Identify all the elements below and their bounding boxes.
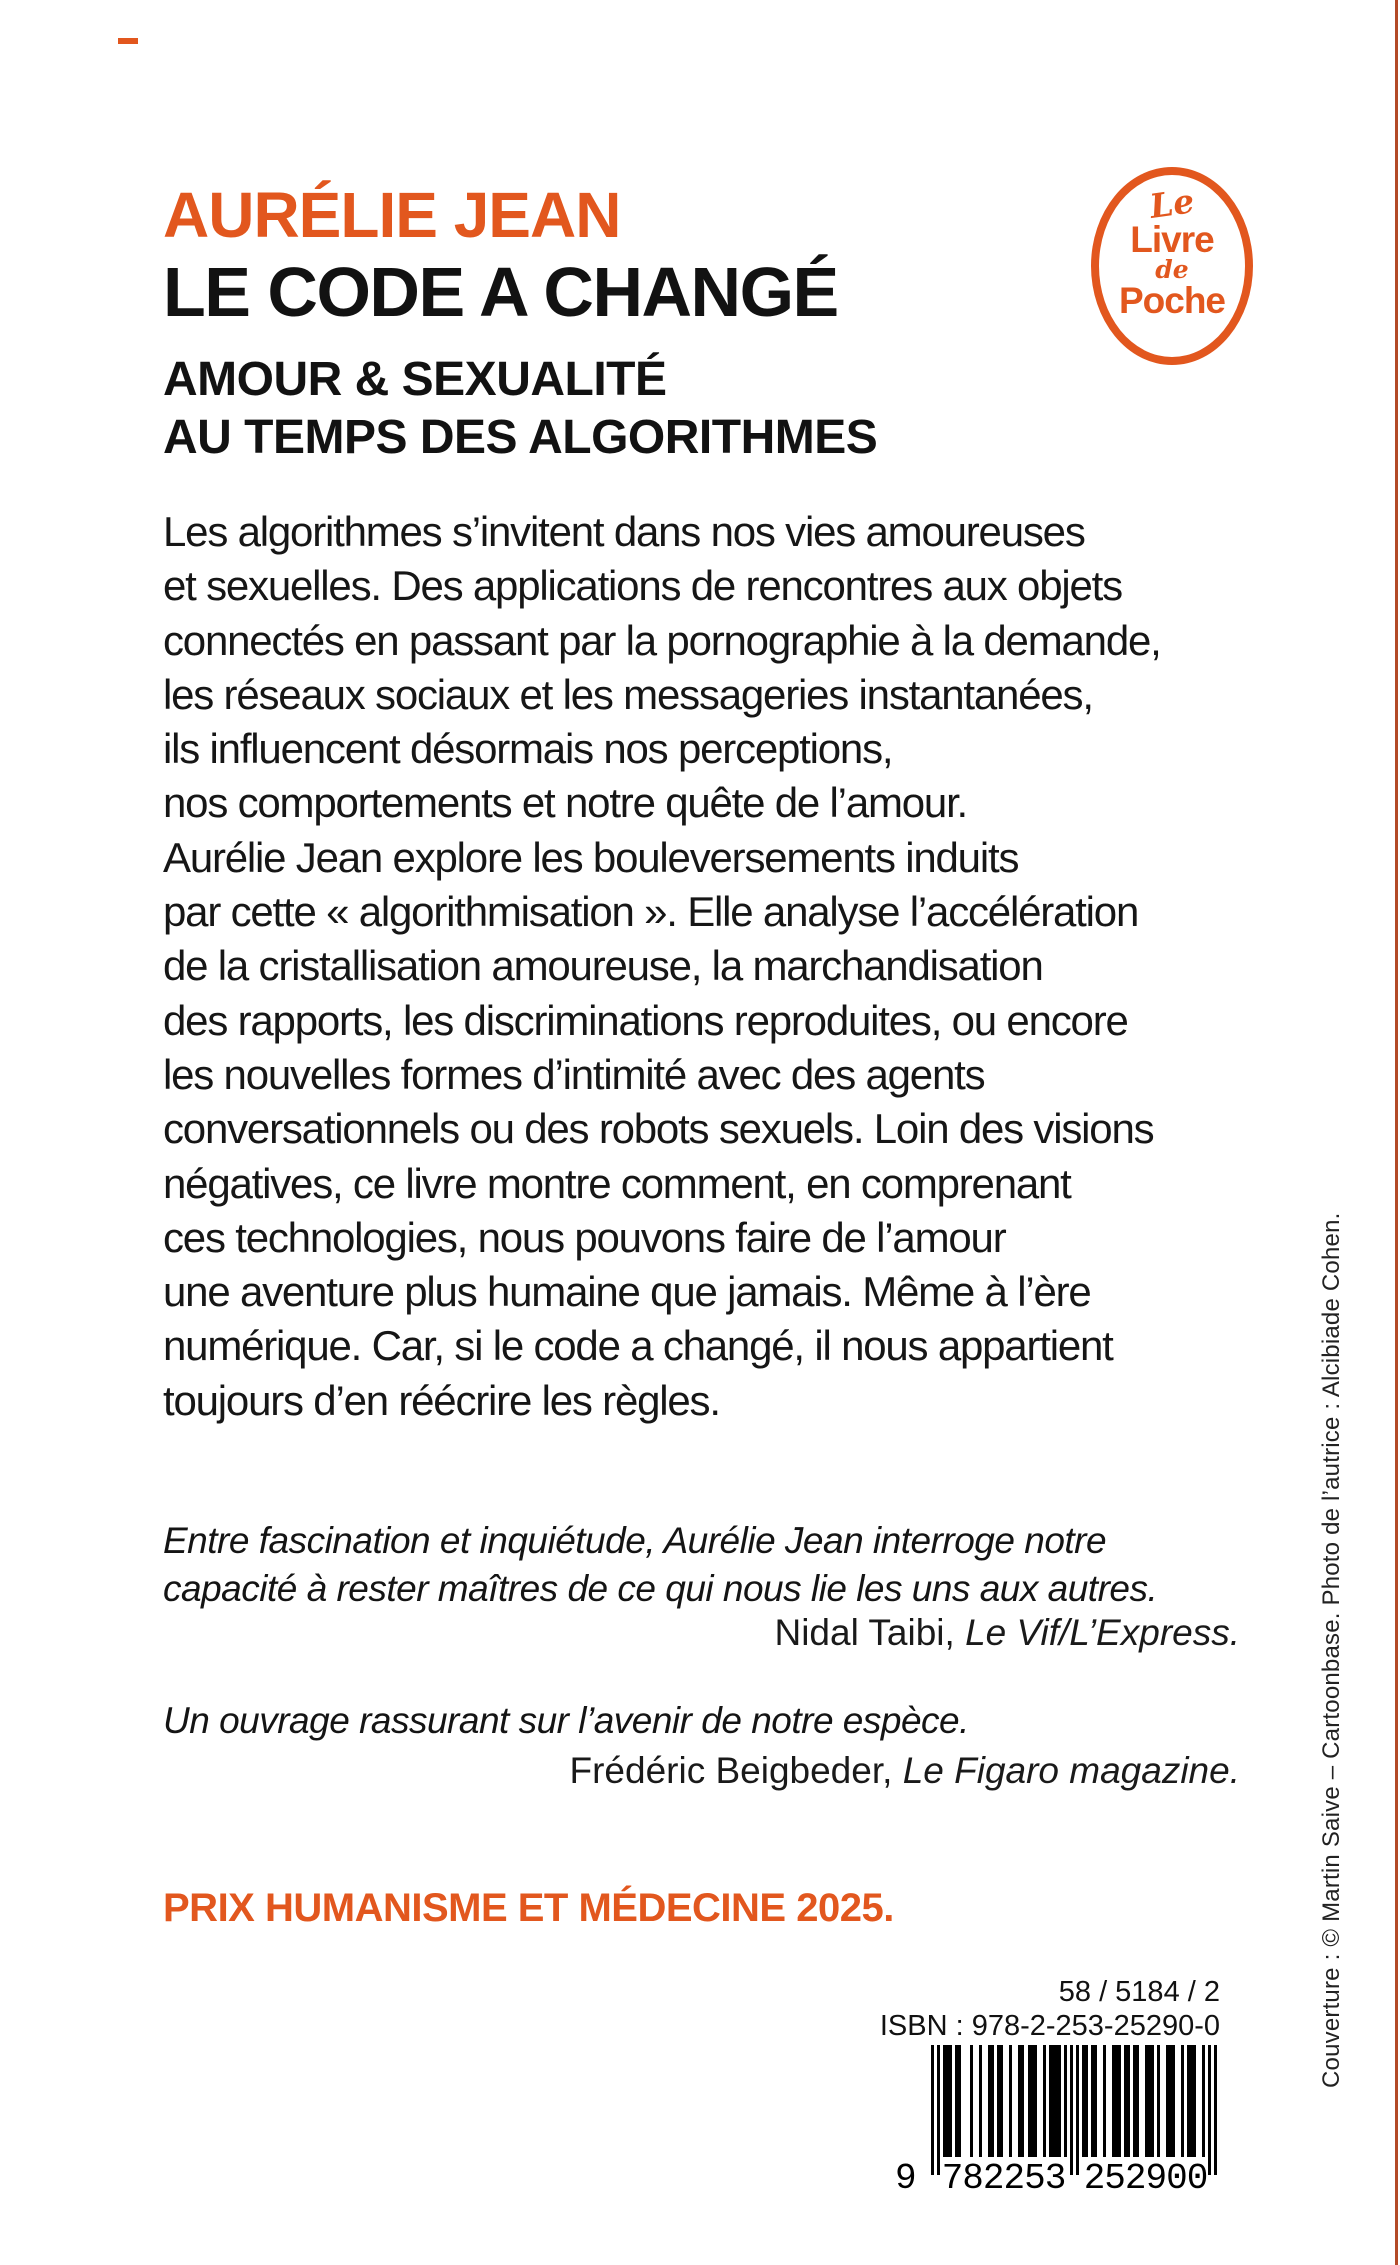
barcode-bars xyxy=(931,2045,1217,2175)
press-quote-2-attribution-name: Frédéric Beigbeder, xyxy=(569,1750,903,1791)
blurb-line: négatives, ce livre montre comment, en comprenant xyxy=(163,1159,1071,1207)
back-cover-blurb xyxy=(163,505,1161,1428)
logo-word-le: Le xyxy=(1147,181,1197,226)
blurb-line: des rapports, les discriminations reproduites, ou encore xyxy=(163,996,1128,1044)
press-quote-2-attribution-source: Le Figaro magazine. xyxy=(902,1750,1240,1791)
blurb-line: les nouvelles formes d’intimité avec des agents xyxy=(163,1050,985,1098)
logo-word-de: de xyxy=(1155,255,1189,284)
press-quote-2-line-1: Un ouvrage rassurant sur l’avenir de notre espèce. xyxy=(163,1700,969,1741)
press-quote-1-line-1: Entre fascination et inquiétude, Aurélie Jean interroge notre xyxy=(163,1520,1107,1561)
press-quote-1-line-2: capacité à rester maîtres de ce qui nous lie les uns aux autres. xyxy=(163,1568,1158,1609)
livre-de-poche-logo xyxy=(1091,167,1253,365)
press-quote-2-attribution xyxy=(163,1750,1240,1792)
blurb-line: conversationnels ou des robots sexuels. Loin des visions xyxy=(163,1105,1154,1153)
press-quote-1-attribution xyxy=(163,1612,1240,1654)
logo-word-poche: Poche xyxy=(1118,280,1226,321)
blurb-line: toujours d’en réécrire les règles. xyxy=(163,1376,720,1424)
blurb-line: connectés en passant par la pornographie à la demande, xyxy=(163,616,1161,664)
book-title: LE CODE A CHANGÉ xyxy=(163,253,838,331)
logo-word-livre: Livre xyxy=(1130,219,1214,260)
blurb-line: et sexuelles. Des applications de rencontres aux objets xyxy=(163,562,1122,610)
blurb-line: ces technologies, nous pouvons faire de l’amour xyxy=(163,1213,1006,1261)
cover-edge-line xyxy=(1395,0,1398,2265)
blurb-line: ils influencent désormais nos perceptions, xyxy=(163,725,893,773)
blurb-line: par cette « algorithmisation ». Elle analyse l’accélération xyxy=(163,888,1139,936)
author-name: AURÉLIE JEAN xyxy=(163,179,621,251)
print-run-code: 58 / 5184 / 2 xyxy=(1058,1976,1220,2008)
cover-photo-credits: Couverture : © Martin Saive – Cartoonbase. Photo de l’autrice : Alcibiade Cohen. xyxy=(1318,1212,1345,2088)
book-subtitle-line-2: AU TEMPS DES ALGORITHMES xyxy=(163,411,878,464)
blurb-line: une aventure plus humaine que jamais. Même à l’ère xyxy=(163,1268,1091,1316)
barcode-first-digit: 9 xyxy=(895,2158,917,2199)
blurb-line: Les algorithmes s’invitent dans nos vies amoureuses xyxy=(163,508,1085,555)
barcode-left-digits: 782253 xyxy=(941,2158,1066,2199)
blurb-line: nos comportements et notre quête de l’amour. xyxy=(163,779,968,827)
book-subtitle-line-1: AMOUR & SEXUALITÉ xyxy=(163,353,667,406)
blurb-line: numérique. Car, si le code a changé, il nous appartient xyxy=(163,1322,1113,1370)
ean13-barcode xyxy=(895,2045,1218,2201)
award-line: PRIX HUMANISME ET MÉDECINE 2025. xyxy=(163,1886,894,1930)
isbn-number: ISBN : 978-2-253-25290-0 xyxy=(879,2010,1220,2042)
press-quote-1-attribution-source: Le Vif/L’Express. xyxy=(965,1612,1240,1653)
barcode-right-digits: 252900 xyxy=(1083,2158,1208,2199)
blurb-line: les réseaux sociaux et les messageries instantanées, xyxy=(163,670,1093,718)
press-quote-1-attribution-name: Nidal Taibi, xyxy=(774,1612,966,1653)
printer-registration-mark xyxy=(118,38,138,44)
blurb-line: Aurélie Jean explore les bouleversements induits xyxy=(163,833,1019,881)
blurb-line: de la cristallisation amoureuse, la marchandisation xyxy=(163,942,1043,990)
